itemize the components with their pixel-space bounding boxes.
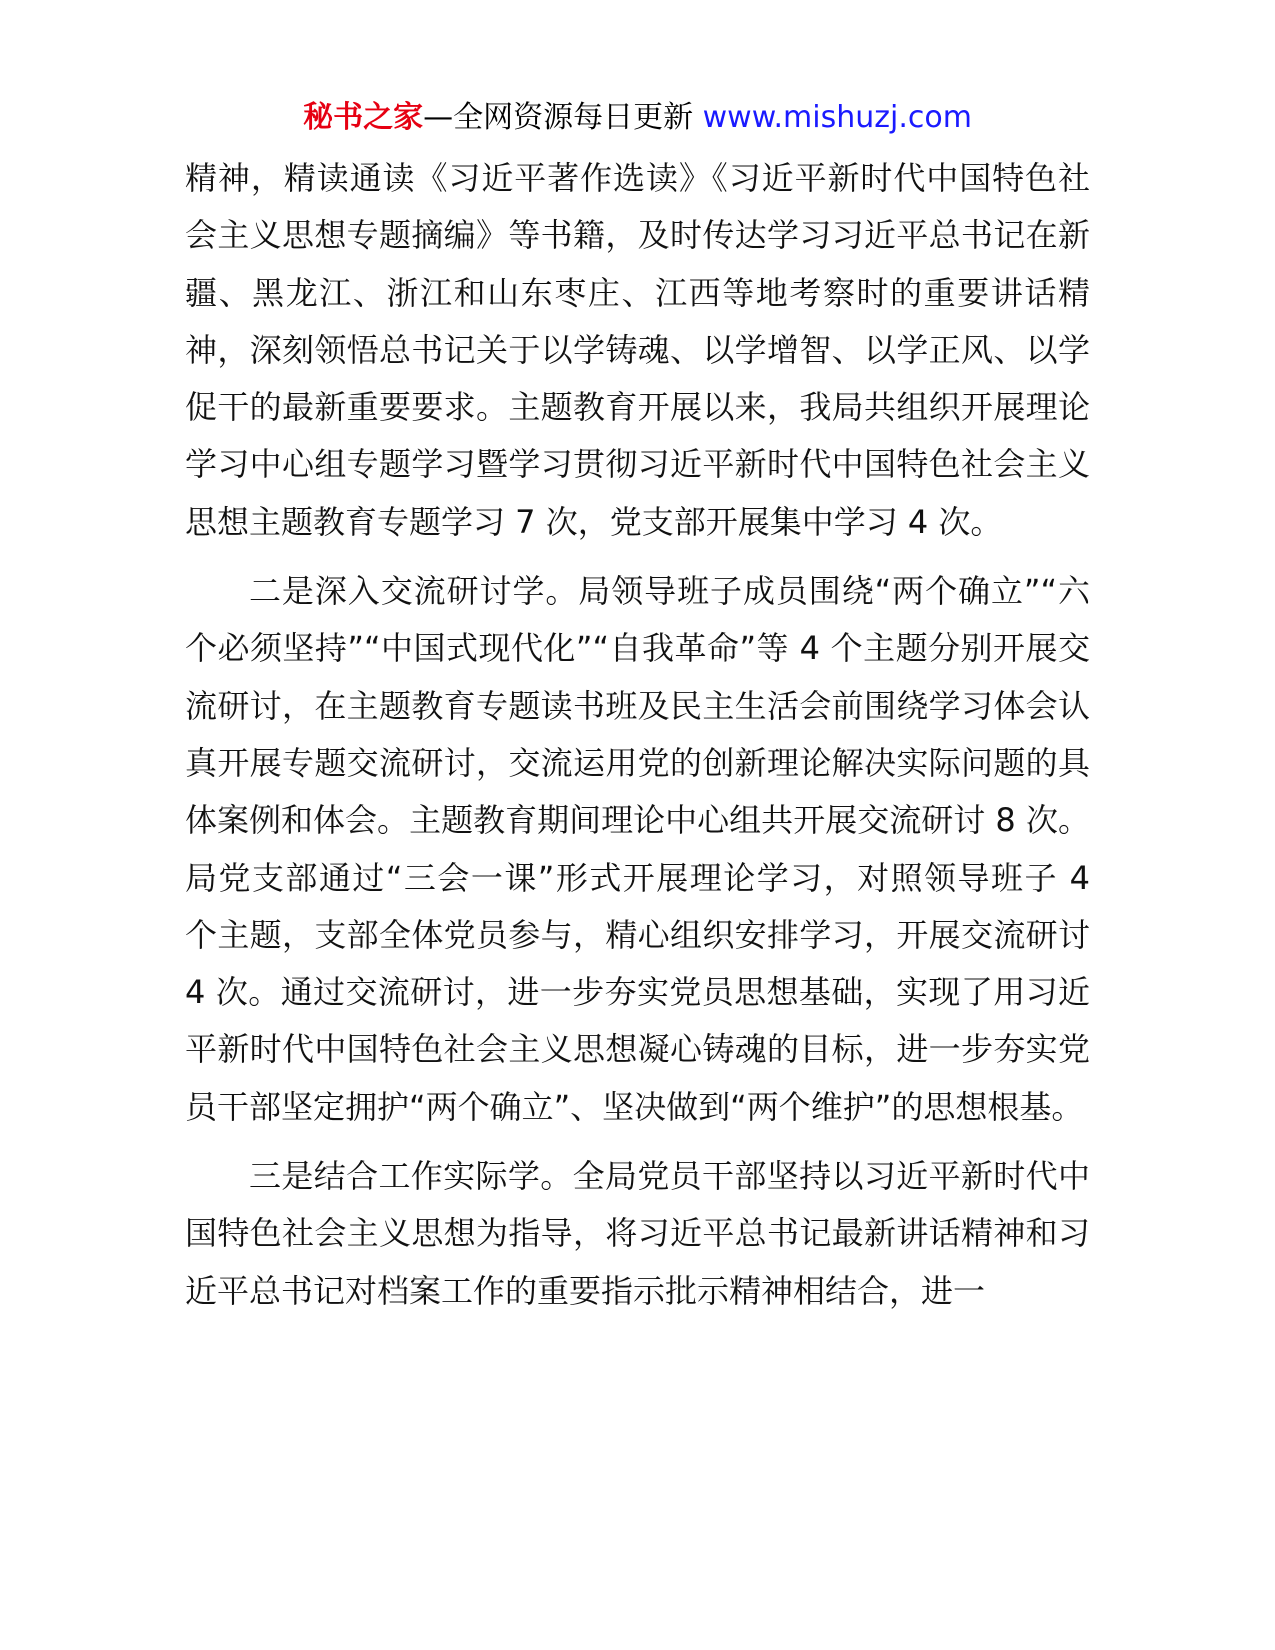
document-body (185, 150, 1090, 1320)
header-tagline: —全网资源每日更新 (423, 100, 694, 135)
site-url-link[interactable]: www.mishuzj.com (702, 100, 972, 135)
brand-name: 秘书之家 (303, 100, 424, 135)
paragraph-continuation: 精神，精读通读《习近平著作选读》《习近平新时代中国特色社会主义思想专题摘编》等书籍，及时传达学习习近平总书记在新疆、黑龙江、浙江和山东枣庄、江西等地考察时的重要讲话精神，深刻领悟总书记关于以学铸魂、以学增智、以学正风、以学促干的最新重要要求。主题教育开展以来，我局共组织开展理论学习中心组专题学习暨学习贯彻习近平新时代中国特色社会主义思想主题教育专题学习 7 次，党支部开展集中学习 4 次。 (185, 159, 1090, 541)
site-header (0, 98, 1275, 138)
paragraph-work-practice: 三是结合工作实际学。全局党员干部坚持以习近平新时代中国特色社会主义思想为指导，将习近平总书记最新讲话精神和习近平总书记对档案工作的重要指示批示精神相结合，进一 (185, 1157, 1090, 1310)
paragraph-discussion: 二是深入交流研讨学。局领导班子成员围绕“两个确立”“六个必须坚持”“中国式现代化”“自我革命”等 4 个主题分别开展交流研讨，在主题教育专题读书班及民主生活会前围绕学习体会认真开展专题交流研讨，交流运用党的创新理论解决实际问题的具体案例和体会。主题教育期间理论中心组共开展交流研讨 8 次。局党支部通过“三会一课”形式开展理论学习，对照领导班子 4 个主题，支部全体党员参与，精心组织安排学习，开展交流研讨 4 次。通过交流研讨，进一步夯实党员思想基础，实现了用习近平新时代中国特色社会主义思想凝心铸魂的目标，进一步夯实党员干部坚定拥护“两个确立”、坚决做到“两个维护”的思想根基。 (185, 572, 1090, 1126)
